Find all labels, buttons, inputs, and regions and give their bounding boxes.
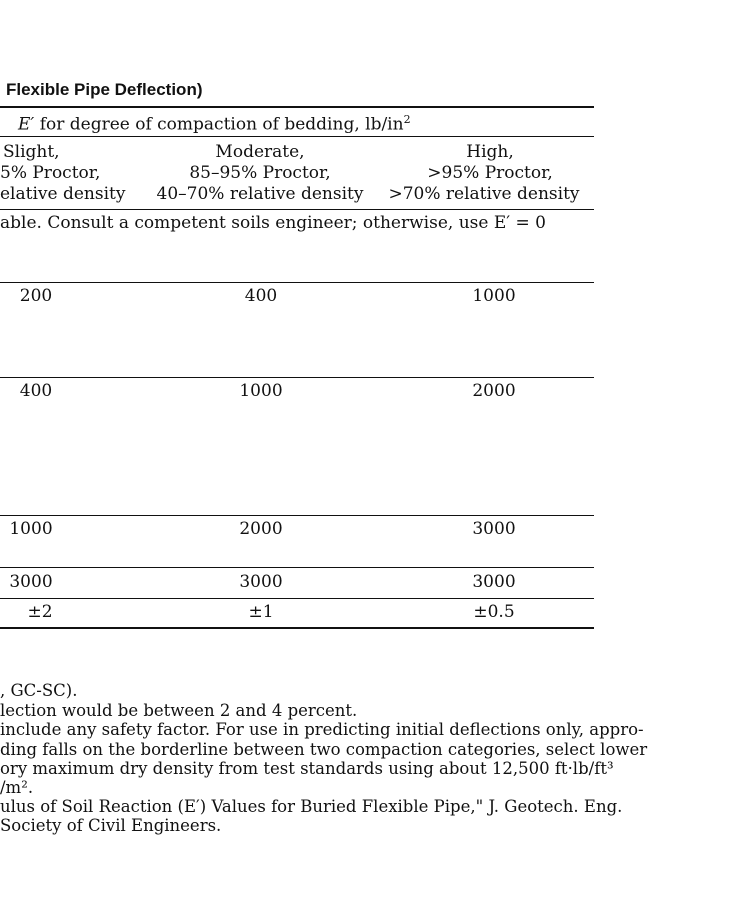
cell: ±0.5 — [473, 602, 515, 622]
cell: 2000 — [472, 381, 516, 401]
cell: 2000 — [239, 519, 283, 539]
cell: 3000 — [9, 572, 53, 592]
cell: 1000 — [9, 519, 53, 539]
col-moderate-line2: 85–95% Proctor, — [189, 163, 331, 183]
table-top-rule — [0, 106, 594, 108]
col-moderate-line1: Moderate, — [215, 142, 305, 162]
col-high-line2: >95% Proctor, — [427, 163, 553, 183]
cell: 1000 — [472, 286, 516, 306]
col-high-line3: >70% relative density — [388, 184, 580, 204]
cell: ±1 — [248, 602, 274, 622]
footnote-line: lection would be between 2 and 4 percent. — [0, 701, 358, 720]
cell: 200 — [19, 286, 53, 306]
rule — [0, 567, 594, 568]
footnote-line: ory maximum dry density from test standards using about 12,500 ft·lb/ft³ — [0, 759, 614, 778]
rule — [0, 598, 594, 599]
cell: 1000 — [239, 381, 283, 401]
rule — [0, 377, 594, 378]
table-title: Flexible Pipe Deflection) — [6, 80, 203, 99]
rule — [0, 136, 594, 137]
col-slight-line1: Slight, — [3, 142, 60, 162]
column-group-header — [18, 110, 411, 135]
footnote-line: ding falls on the borderline between two compaction categories, select lower — [0, 740, 648, 759]
footnote-line: ulus of Soil Reaction (E′) Values for Buried Flexible Pipe," J. Geotech. Eng. — [0, 797, 623, 816]
col-moderate-line3: 40–70% relative density — [156, 184, 364, 204]
cell: 3000 — [472, 572, 516, 592]
footnote-line: /m². — [0, 778, 34, 797]
rule — [0, 209, 594, 210]
cell: 400 — [244, 286, 278, 306]
cell: 400 — [19, 381, 53, 401]
col-slight-line2: 5% Proctor, — [0, 163, 101, 183]
span-sup: 2 — [403, 113, 411, 126]
unsuitable-note-row: able. Consult a competent soils engineer; otherwise, use E′ = 0 — [0, 213, 546, 233]
e-prime-symbol: E′ — [18, 114, 35, 135]
col-slight-line3: elative density — [0, 184, 126, 204]
cell: 3000 — [472, 519, 516, 539]
rule — [0, 282, 594, 283]
rule — [0, 515, 594, 516]
cell: ±2 — [27, 602, 53, 622]
footnote-line: Society of Civil Engineers. — [0, 816, 222, 835]
table-bottom-rule — [0, 627, 594, 629]
footnote-line: include any safety factor. For use in predicting initial deflections only, appro- — [0, 720, 644, 739]
footnote-line: , GC-SC). — [0, 681, 78, 700]
cell: 3000 — [239, 572, 283, 592]
span-text: for degree of compaction of bedding, lb/in — [39, 114, 404, 135]
col-high-line1: High, — [466, 142, 514, 162]
